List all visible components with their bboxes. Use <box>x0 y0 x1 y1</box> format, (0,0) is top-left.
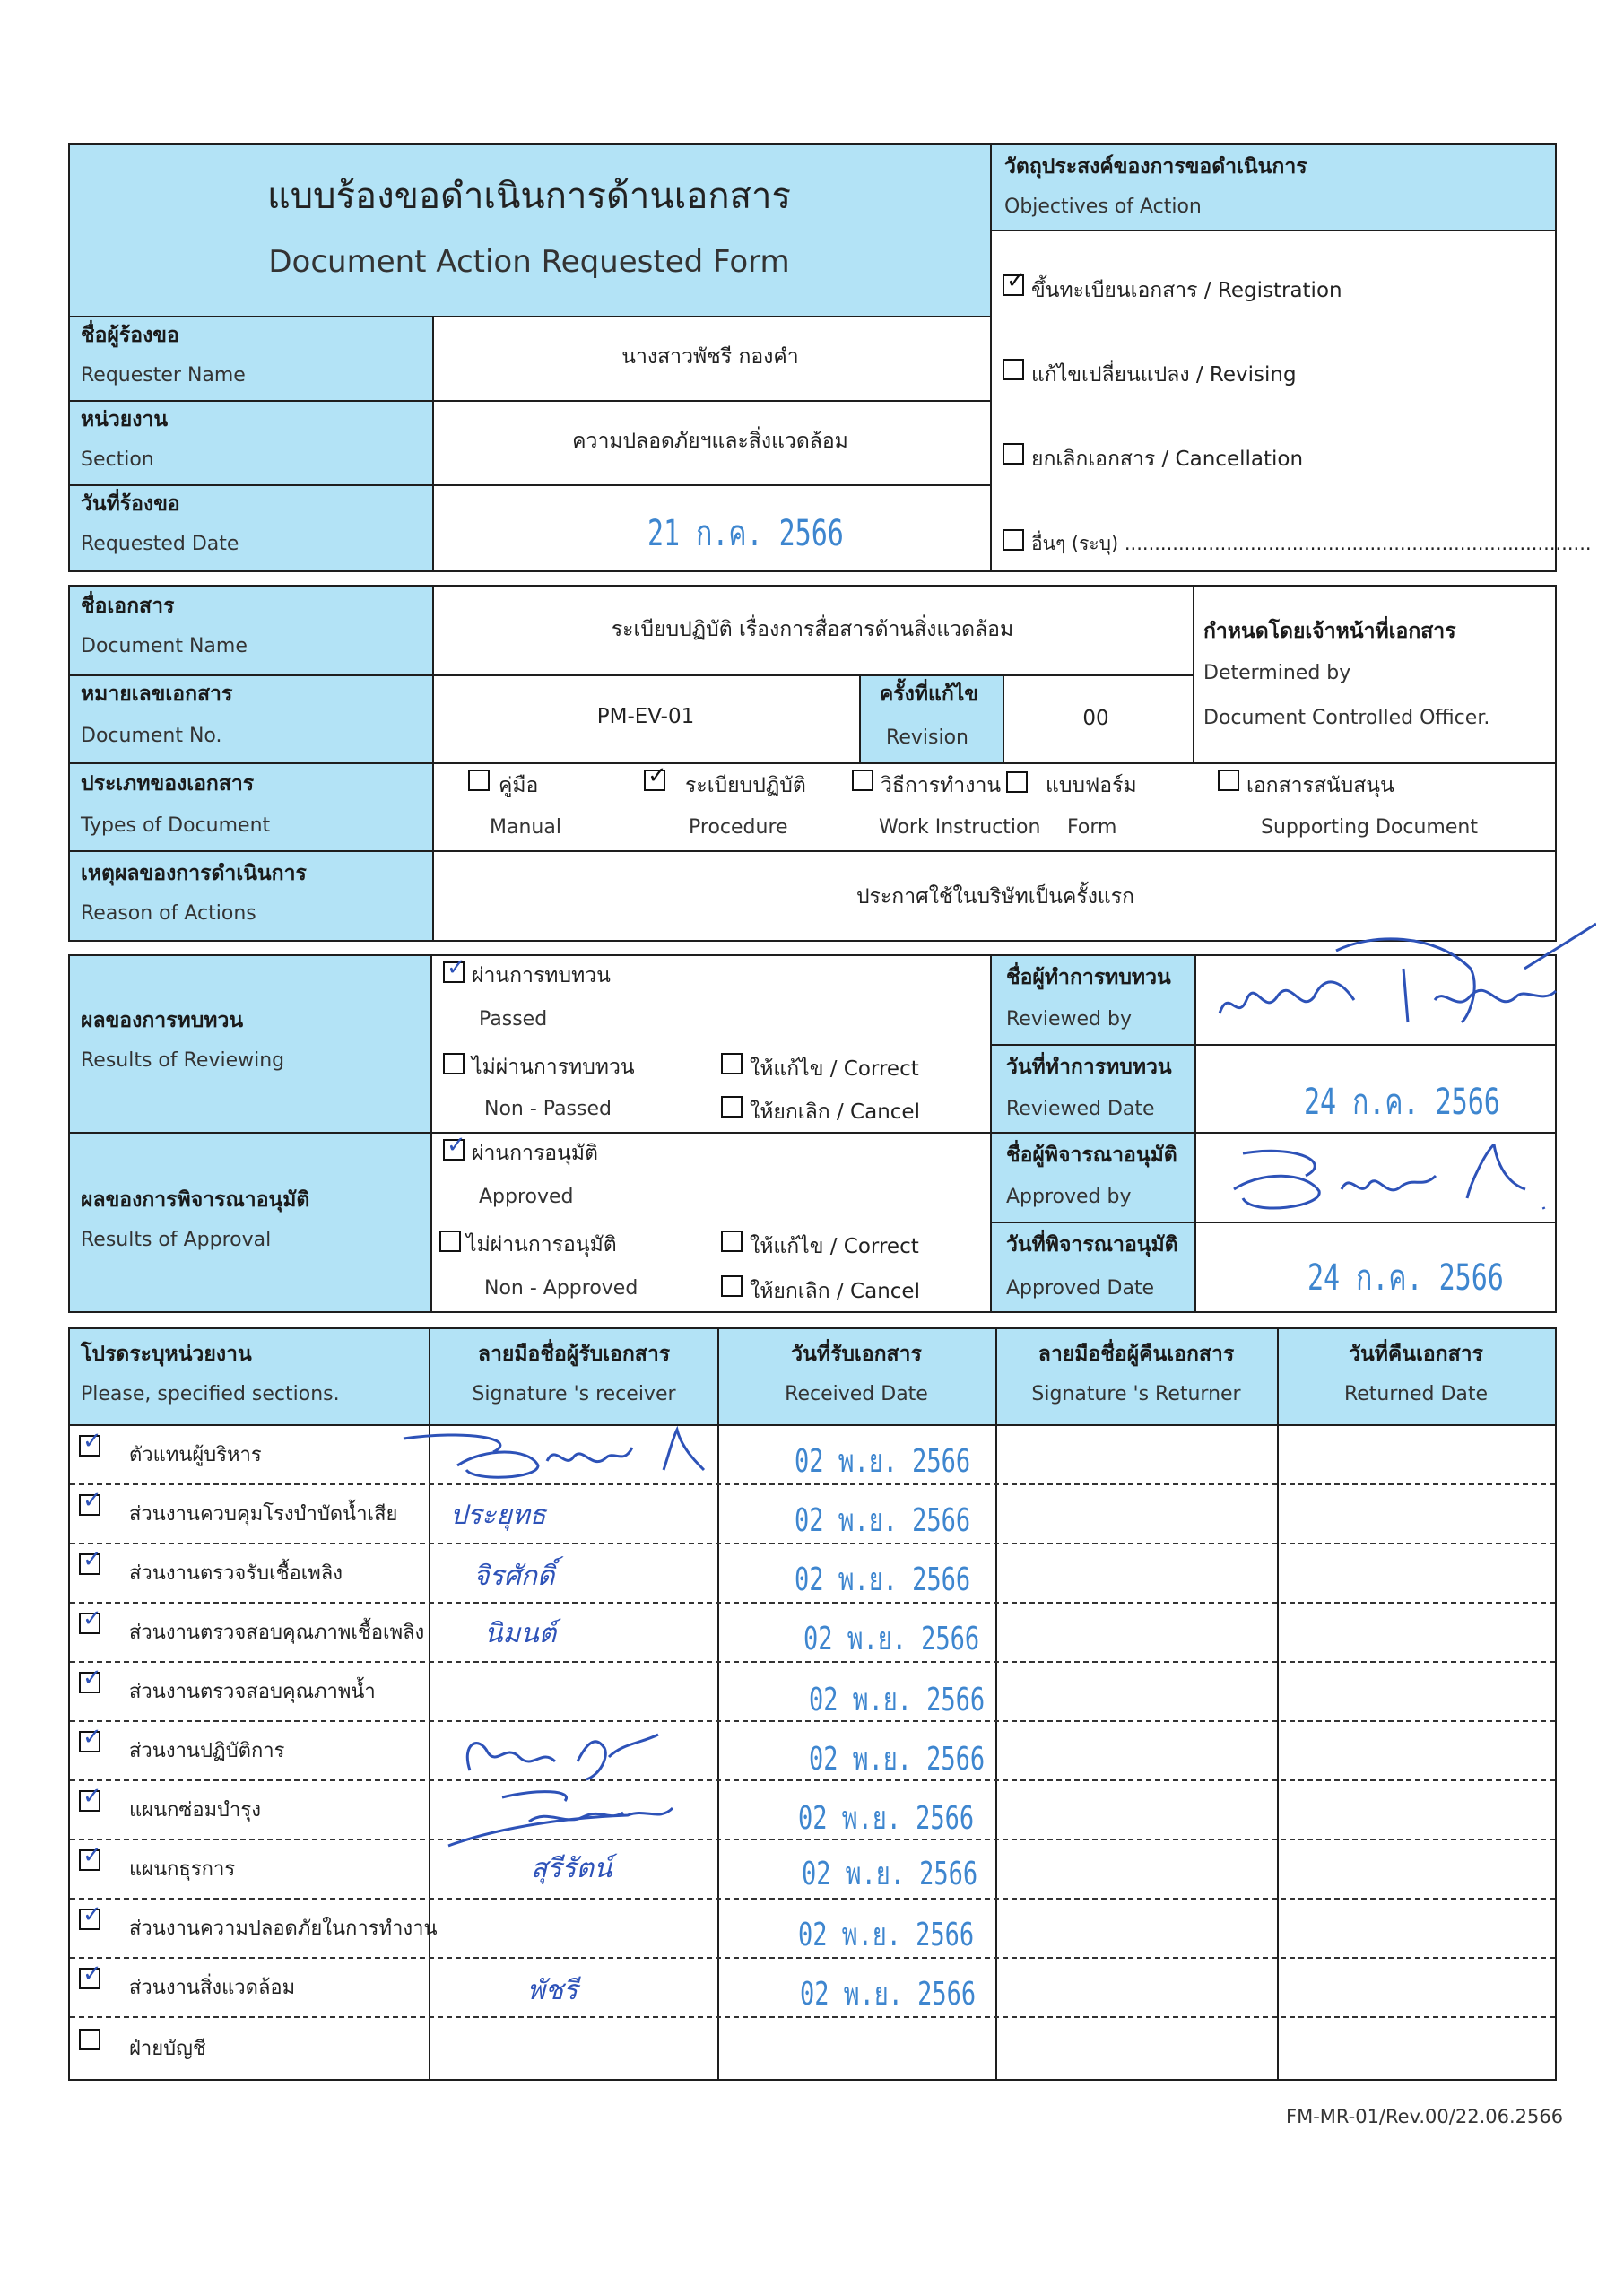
row-section-name: ส่วนงานตรวจสอบคุณภาพน้ำ <box>129 1681 376 1703</box>
review-label-cell <box>70 956 430 1132</box>
objective-other-label: อื่นๆ (ระบุ) .............................................................................. <box>1031 533 1592 554</box>
row-checkbox[interactable]: ✓ <box>79 1672 100 1693</box>
col-returner-th: ลายมือชื่อผู้คืนเอกสาร <box>1038 1343 1235 1366</box>
type-work-instruction-en: Work Instruction <box>879 816 1041 839</box>
approval-nonapproved-checkbox[interactable] <box>439 1231 461 1252</box>
type-form-en: Form <box>1067 816 1117 839</box>
requested-date-label-th: วันที่ร้องขอ <box>81 492 180 516</box>
objective-cancellation-checkbox[interactable] <box>1003 443 1024 465</box>
type-supporting-en: Supporting Document <box>1261 816 1478 839</box>
col-sections-th: โปรดระบุหน่วยงาน <box>81 1343 252 1366</box>
form-title-en: Document Action Requested Form <box>268 244 790 280</box>
document-name-label-th: ชื่อเอกสาร <box>81 595 175 618</box>
section-value: ความปลอดภัยฯและสิ่งแวดล้อม <box>572 430 848 453</box>
review-nonpassed-checkbox[interactable] <box>443 1053 465 1074</box>
approval-passed-th: ผ่านการอนุมัติ <box>472 1142 598 1165</box>
determined-by-th: กำหนดโดยเจ้าหน้าที่เอกสาร <box>1203 620 1456 643</box>
reviewed-date-label-th: วันที่ทำการทบทวน <box>1006 1056 1172 1079</box>
row-section-name: ส่วนงานปฏิบัติการ <box>129 1740 285 1762</box>
row-section-name: แผนกซ่อมบำรุง <box>129 1799 261 1822</box>
type-supporting-th: เอกสารสนับสนุน <box>1246 774 1394 797</box>
approved-by-label-th: ชื่อผู้พิจารณาอนุมัติ <box>1006 1144 1177 1167</box>
reviewed-date-stamp: 24 ก.ค. 2566 <box>1304 1082 1500 1123</box>
reason-value: ประกาศใช้ในบริษัทเป็นครั้งแรก <box>855 885 1135 909</box>
row-receiver-signature: ประยุทธ <box>450 1500 546 1531</box>
row-receiver-signature: สุรีรัตน์ <box>531 1853 612 1884</box>
reviewer-signature <box>1202 915 1596 1040</box>
approval-label-cell <box>70 1134 430 1311</box>
type-manual-checkbox[interactable] <box>468 770 490 791</box>
row-checkbox[interactable]: ✓ <box>79 1790 100 1812</box>
row-receiver-signature: จิรศักดิ์ <box>473 1561 555 1592</box>
review-correct-checkbox[interactable] <box>721 1053 743 1074</box>
row-received-date: 02 พ.ย. 2566 <box>802 1856 978 1892</box>
row-receiver-signature: พัชรี <box>527 1975 578 2006</box>
type-form-th: แบบฟอร์ม <box>1046 774 1137 797</box>
row-section-name: ส่วนงานตรวจรับเชื้อเพลิง <box>129 1562 343 1585</box>
document-no-value: PM-EV-01 <box>596 705 695 728</box>
approval-label-th: ผลของการพิจารณาอนุมัติ <box>81 1188 310 1212</box>
requester-name-value: นางสาวพัชรี กองคำ <box>621 345 799 369</box>
row-section-name: ฝ่ายบัญชี <box>129 2038 206 2060</box>
row-receiver-signature <box>430 1781 717 1853</box>
row-checkbox[interactable]: ✓ <box>79 1435 100 1457</box>
revision-label-th: ครั้งที่แก้ไข <box>879 683 979 706</box>
document-name-value: ระเบียบปฏิบัติ เรื่องการสื่อสารด้านสิ่งแวดล้อม <box>611 618 1014 641</box>
approval-cancel-checkbox[interactable] <box>721 1275 743 1297</box>
col-received-date-th: วันที่รับเอกสาร <box>791 1343 922 1366</box>
review-passed-checkbox[interactable]: ✓ <box>443 961 465 983</box>
revision-label-en: Revision <box>886 726 968 749</box>
document-no-label-th: หมายเลขเอกสาร <box>81 683 233 706</box>
col-receiver-th: ลายมือชื่อผู้รับเอกสาร <box>477 1343 671 1366</box>
row-section-name: ส่วนงานความปลอดภัยในการทำงาน <box>129 1918 438 1940</box>
row-received-date: 02 พ.ย. 2566 <box>809 1741 986 1778</box>
reviewed-by-label-en: Reviewed by <box>1006 1008 1132 1031</box>
row-received-date: 02 พ.ย. 2566 <box>795 1502 971 1539</box>
approval-passed-en: Approved <box>479 1186 574 1208</box>
type-procedure-checkbox[interactable]: ✓ <box>644 770 665 791</box>
col-received-date-en: Received Date <box>785 1383 928 1405</box>
review-cancel-checkbox[interactable] <box>721 1096 743 1118</box>
objective-cancellation-label: ยกเลิกเอกสาร / Cancellation <box>1031 448 1304 471</box>
review-nonpassed-en: Non - Passed <box>484 1098 612 1120</box>
review-correct-label: ให้แก้ไข / Correct <box>750 1057 919 1081</box>
row-received-date: 02 พ.ย. 2566 <box>800 1976 977 2013</box>
type-work-instruction-checkbox[interactable] <box>852 770 873 791</box>
row-checkbox[interactable]: ✓ <box>79 1553 100 1575</box>
row-received-date: 02 พ.ย. 2566 <box>795 1443 971 1480</box>
objective-other-checkbox[interactable] <box>1003 529 1024 551</box>
section-label-en: Section <box>81 448 154 471</box>
row-receiver-signature <box>395 1421 717 1483</box>
objective-registration-checkbox[interactable]: ✓ <box>1003 274 1024 296</box>
type-work-instruction-th: วิธีการทำงาน <box>881 774 1002 797</box>
approval-nonapproved-en: Non - Approved <box>484 1277 638 1300</box>
requested-date-label-en: Requested Date <box>81 533 239 555</box>
row-checkbox[interactable]: ✓ <box>79 1909 100 1930</box>
document-no-label-en: Document No. <box>81 725 222 747</box>
document-type-label-en: Types of Document <box>81 814 271 837</box>
approved-by-label-en: Approved by <box>1006 1186 1132 1208</box>
approval-nonapproved-th: ไม่ผ่านการอนุมัติ <box>466 1233 617 1257</box>
row-section-name: ส่วนงานควบคุมโรงบำบัดน้ำเสีย <box>129 1503 398 1526</box>
col-returned-date-en: Returned Date <box>1343 1383 1489 1405</box>
row-receiver-signature <box>452 1726 667 1783</box>
objective-revising-label: แก้ไขเปลี่ยนแปลง / Revising <box>1031 363 1297 387</box>
row-received-date: 02 พ.ย. 2566 <box>809 1682 986 1718</box>
row-checkbox[interactable]: ✓ <box>79 1613 100 1634</box>
document-name-label-en: Document Name <box>81 635 248 657</box>
review-nonpassed-th: ไม่ผ่านการทบทวน <box>472 1056 635 1079</box>
row-received-date: 02 พ.ย. 2566 <box>798 1800 975 1837</box>
type-manual-en: Manual <box>490 816 561 839</box>
row-checkbox[interactable]: ✓ <box>79 1494 100 1516</box>
review-label-th: ผลของการทบทวน <box>81 1009 244 1032</box>
row-receiver-signature: นิมนต์ <box>484 1618 557 1649</box>
review-passed-th: ผ่านการทบทวน <box>472 964 611 987</box>
type-manual-th: คู่มือ <box>499 774 539 797</box>
row-section-name: ตัวแทนผู้บริหาร <box>129 1444 262 1466</box>
row-checkbox[interactable]: ✓ <box>79 1968 100 1989</box>
approval-passed-checkbox[interactable]: ✓ <box>443 1139 465 1161</box>
approval-correct-checkbox[interactable] <box>721 1231 743 1252</box>
type-procedure-en: Procedure <box>689 816 788 839</box>
type-procedure-th: ระเบียบปฏิบัติ <box>685 774 806 797</box>
requested-date-stamp: 21 ก.ค. 2566 <box>647 513 844 554</box>
form-code: FM-MR-01/Rev.00/22.06.2566 <box>1286 2106 1564 2127</box>
approval-label-en: Results of Approval <box>81 1229 272 1251</box>
requester-name-label-th: ชื่อผู้ร้องขอ <box>81 324 179 347</box>
row-checkbox[interactable]: ✓ <box>79 1731 100 1752</box>
type-supporting-checkbox[interactable] <box>1218 770 1239 791</box>
col-sections-en: Please, specified sections. <box>81 1383 340 1405</box>
row-received-date: 02 พ.ย. 2566 <box>795 1561 971 1598</box>
approval-cancel-label: ให้ยกเลิก / Cancel <box>750 1280 920 1303</box>
col-returned-date-th: วันที่คืนเอกสาร <box>1349 1343 1483 1366</box>
approval-correct-label: ให้แก้ไข / Correct <box>750 1235 919 1258</box>
objective-registration-label: ขึ้นทะเบียนเอกสาร / Registration <box>1031 279 1342 302</box>
row-section-name: ส่วนงานสิ่งแวดล้อม <box>129 1977 296 1999</box>
row-received-date: 02 พ.ย. 2566 <box>798 1917 975 1953</box>
approved-date-label-th: วันที่พิจารณาอนุมัติ <box>1006 1233 1178 1257</box>
form-title-th: แบบร้องขอดำเนินการด้านเอกสาร <box>267 176 791 217</box>
section-label-th: หน่วยงาน <box>81 408 169 431</box>
review-passed-en: Passed <box>479 1008 548 1031</box>
reason-label-en: Reason of Actions <box>81 902 256 925</box>
reviewed-date-label-en: Reviewed Date <box>1006 1098 1155 1120</box>
review-label-en: Results of Reviewing <box>81 1049 285 1072</box>
objective-revising-checkbox[interactable] <box>1003 359 1024 380</box>
row-checkbox[interactable] <box>79 2029 100 2050</box>
revision-value: 00 <box>1082 707 1109 730</box>
approved-date-label-en: Approved Date <box>1006 1277 1155 1300</box>
approver-signature <box>1198 1135 1557 1222</box>
objectives-label-th: วัตถุประสงค์ของการขอดำเนินการ <box>1004 155 1307 178</box>
row-checkbox[interactable]: ✓ <box>79 1849 100 1871</box>
approved-date-stamp: 24 ก.ค. 2566 <box>1307 1257 1504 1299</box>
reason-label-th: เหตุผลของการดำเนินการ <box>81 862 307 885</box>
determined-by-en1: Determined by <box>1203 662 1351 684</box>
row-section-name: ส่วนงานตรวจสอบคุณภาพเชื้อเพลิง <box>129 1622 425 1644</box>
requester-name-label-en: Requester Name <box>81 364 246 387</box>
objectives-label-en: Objectives of Action <box>1004 196 1202 218</box>
row-section-name: แผนกธุรการ <box>129 1858 236 1881</box>
type-form-checkbox[interactable] <box>1006 771 1028 793</box>
col-receiver-en: Signature 's receiver <box>472 1383 676 1405</box>
col-returner-en: Signature 's Returner <box>1031 1383 1241 1405</box>
determined-by-en2: Document Controlled Officer. <box>1203 707 1490 729</box>
review-cancel-label: ให้ยกเลิก / Cancel <box>750 1100 920 1124</box>
row-received-date: 02 พ.ย. 2566 <box>803 1621 980 1657</box>
reviewed-by-label-th: ชื่อผู้ทำการทบทวน <box>1006 966 1171 989</box>
document-type-label-th: ประเภทของเอกสาร <box>81 772 255 796</box>
